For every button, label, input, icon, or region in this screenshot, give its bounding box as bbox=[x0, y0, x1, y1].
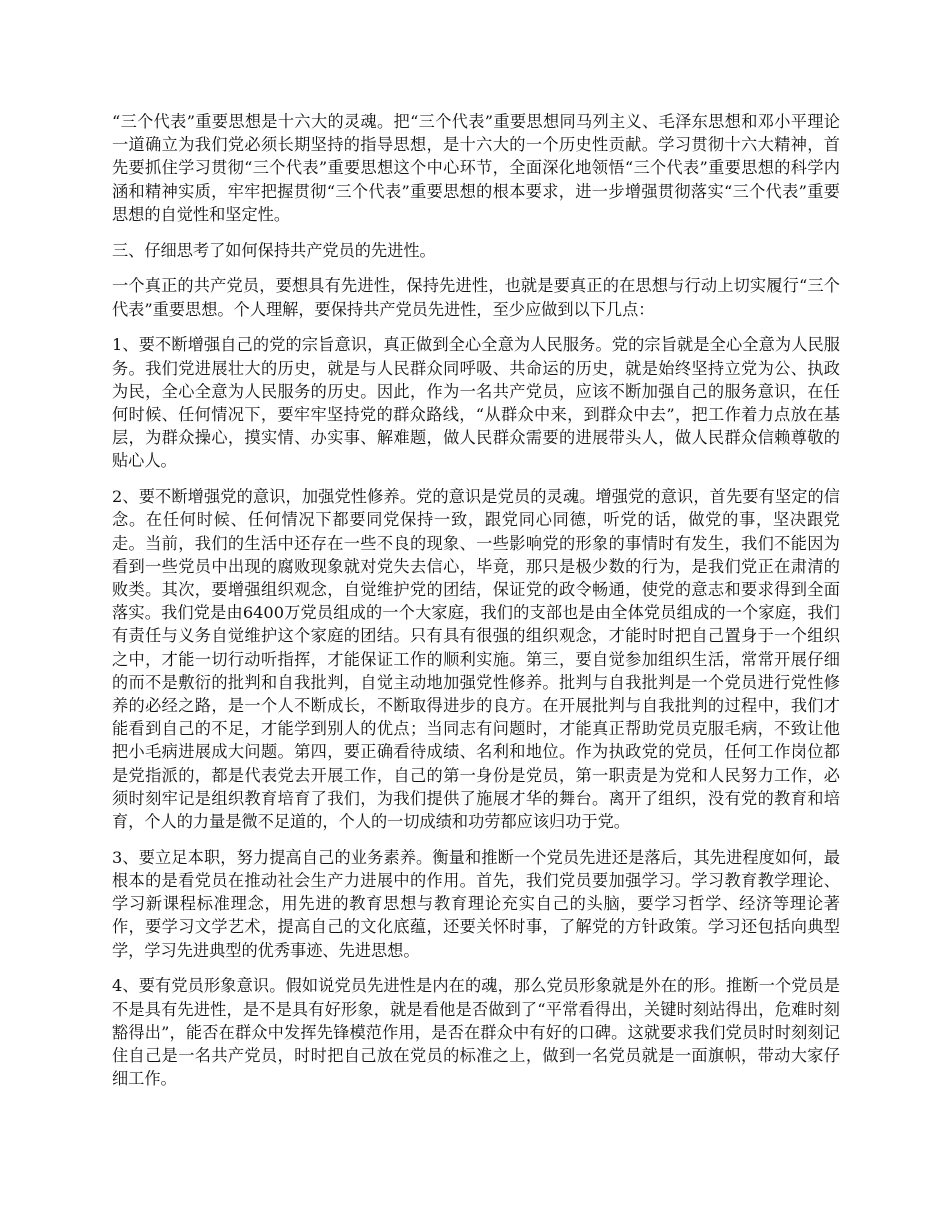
section-heading-three: 三、仔细思考了如何保持共产党员的先进性。 bbox=[112, 240, 436, 260]
paragraph-intro-advancement: 一个真正的共产党员，要想具有先进性，保持先进性，也就是要真正的在思想与行动上切实履行“三个代表”重要思想。个人理解，要保持共产党员先进性，至少应做到以下几点： bbox=[112, 276, 840, 319]
paragraph-point-4: 4、要有党员形象意识。假如说党员先进性是内在的魂，那么党员形象就是外在的形。推断一个党员是不是具有先进性，是不是具有好形象，就是看他是否做到了“平常看得出，关键时刻站得出，危难时刻豁得出”，能否在群众中发挥先锋模范作用，是否在群众中有好的口碑。这就要求我们党员时时刻刻记住自己是一名共产党员，时时把自己放在党员的标准之上，做到一名党员就是一面旗帜，带动大家仔细工作。 bbox=[112, 976, 840, 1089]
paragraph-point-3: 3、要立足本职，努力提高自己的业务素养。衡量和推断一个党员先进还是落后，其先进程度如何，最根本的是看党员在推动社会生产力进展中的作用。首先，我们党员要加强学习。学习教育教学理论、学习新课程标准理念，用先进的教育思想与教育理论充实自己的头脑，要学习哲学、经济等理论著作，要学习文学艺术，提高自己的文化底蕴，还要关怀时事，了解党的方针政策。学习还包括向典型学，学习先进典型的优秀事迹、先进思想。 bbox=[112, 847, 840, 960]
paragraph-point-2: 2、要不断增强党的意识，加强党性修养。党的意识是党员的灵魂。增强党的意识，首先要有坚定的信念。在任何时候、任何情况下都要同党保持一致，跟党同心同德，听党的话，做党的事，坚决跟党走。当前，我们的生活中还存在一些不良的现象、一些影响党的形象的事情时有发生，我们不能因为看到一些党员中出现的腐败现象就对党失去信心，毕竟，那只是极少数的行为，是我们党正在肃清的败类。其次，要增强组织观念，自觉维护党的团结，保证党的政令畅通，使党的意志和要求得到全面落实。我们党是由6400万党员组成的一个大家庭，我们的支部也是由全体党员组成的一个家庭，我们有责任与义务自觉维护这个家庭的团结。只有具有很强的组织观念，才能时时把自己置身于一个组织之中，才能一切行动听指挥，才能保证工作的顺利实施。第三，要自觉参加组织生活，常常开展仔细的而不是敷衍的批判和自我批判，自觉主动地加强党性修养。批判与自我批判是一个党员进行党性修养的必经之路，是一个人不断成长，不断取得进步的良方。在开展批判与自我批判的过程中，我们才能看到自己的不足，才能学到别人的优点；当同志有问题时，才能真正帮助党员克服毛病，不致让他把小毛病进展成大问题。第四，要正确看待成绩、名利和地位。作为执政党的党员，任何工作岗位都是党指派的，都是代表党去开展工作，自己的第一身份是党员，第一职责是为党和人民努力工作，必须时刻牢记是组织教育培育了我们，为我们提供了施展才华的舞台。离开了组织，没有党的教育和培育，个人的力量是微不足道的，个人的一切成绩和功劳都应该归功于党。 bbox=[112, 487, 840, 832]
document-page bbox=[112, 110, 840, 1103]
paragraph-three-represents-soul: “三个代表”重要思想是十六大的灵魂。把“三个代表”重要思想同马列主义、毛泽东思想和邓小平理论一道确立为我们党必须长期坚持的指导思想，是十六大的一个历史性贡献。学习贯彻十六大精神，首先要抓住学习贯彻“三个代表”重要思想这个中心环节，全面深化地领悟“三个代表”重要思想的科学内涵和精神实质，牢牢把握贯彻“三个代表”重要思想的根本要求，进一步增强贯彻落实“三个代表”重要思想的自觉性和坚定性。 bbox=[112, 112, 840, 224]
paragraph-point-1: 1、要不断增强自己的党的宗旨意识，真正做到全心全意为人民服务。党的宗旨就是全心全意为人民服务。我们党进展壮大的历史，就是与人民群众同呼吸、共命运的历史，就是始终坚持立党为公、执政为民，全心全意为人民服务的历史。因此，作为一名共产党员，应该不断加强自己的服务意识，在任何时候、任何情况下，要牢牢坚持党的群众路线，“从群众中来，到群众中去”，把工作着力点放在基层，为群众操心，摸实情、办实事、解难题，做人民群众需要的进展带头人，做人民群众信赖尊敬的贴心人。 bbox=[112, 335, 840, 471]
